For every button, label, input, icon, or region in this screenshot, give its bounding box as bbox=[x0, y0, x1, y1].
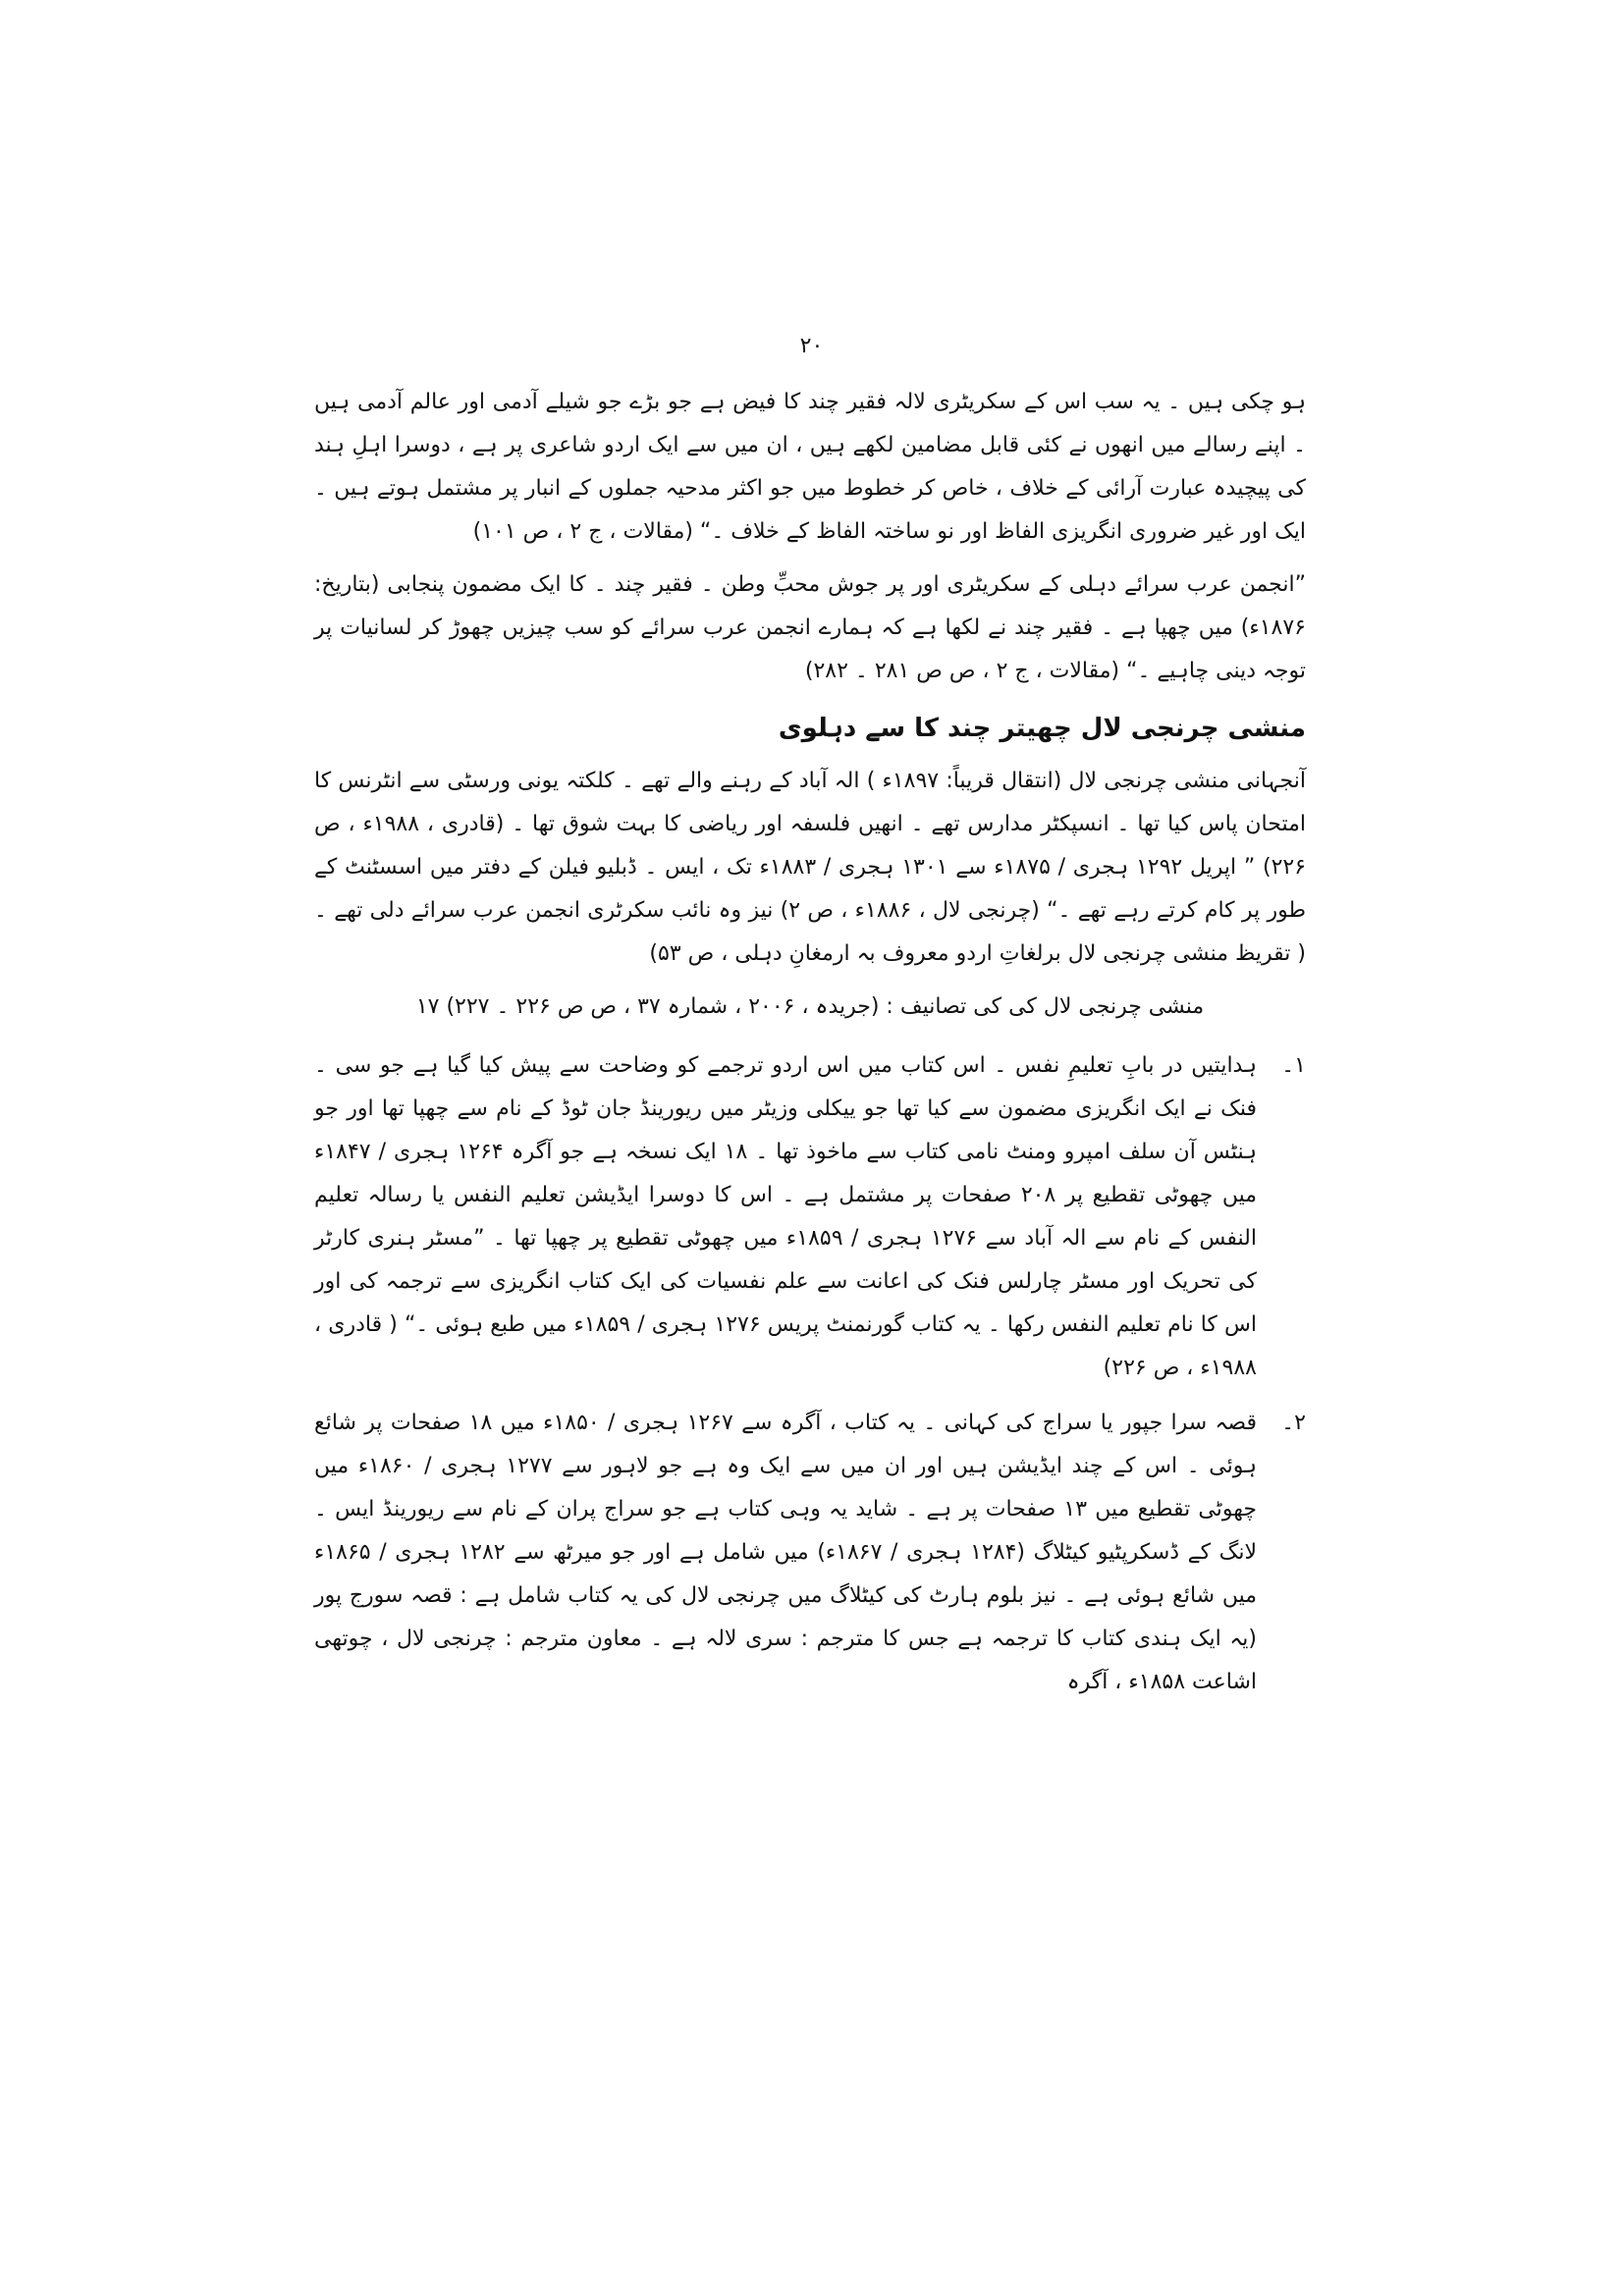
list-item-title: قصہ سرا جپور یا سراج کی کہانی bbox=[944, 1411, 1257, 1435]
list-item bbox=[314, 1402, 1306, 1704]
paragraph-anjuman-quote: ”انجمن عرب سرائے دہلی کے سکریٹری اور پر جوش محبِّ وطن ۔ فقیر چند ۔ کا ایک مضمون پنجابی (بتاریخ: ۱۸۷۶ء) میں چھپا ہے ۔ فقیر چند نے لکھا ہے کہ ہمارے انجمن عرب سرائے کو سب چیزیں چھوڑ کر لسانیات پر توجہ دینی چاہیے ۔“ (مقالات ، ج ۲ ، ص ص ۲۸۱ ۔ ۲۸۲) bbox=[314, 572, 1306, 683]
list-item-body bbox=[314, 1402, 1257, 1704]
list-item-body bbox=[314, 1044, 1257, 1390]
paragraph-quote-continuation: ہو چکی ہیں ۔ یہ سب اس کے سکریٹری لالہ فقیر چند کا فیض ہے جو بڑے جو شیلے آدمی اور عالم آدمی ہیں ۔ اپنے رسالے میں انھوں نے کئی قابل مضامین لکھے ہیں ، ان میں سے ایک اردو شاعری پر ہے ، دوسرا اہلِ ہند کی پیچیدہ عبارت آرائی کے خلاف ، خاص کر خطوط میں جو اکثر مدحیہ جملوں کے انبار پر مشتمل ہوتے ہیں ۔ ایک اور غیر ضروری انگریزی الفاظ اور نو ساختہ الفاظ کے خلاف ۔“ (مقالات ، ج ۲ ، ص ۱۰۱) bbox=[314, 390, 1306, 544]
list-item-text: ۔ یہ کتاب ، آگرہ سے ۱۲۶۷ ہجری / ۱۸۵۰ء میں ۱۸ صفحات پر شائع ہوئی ۔ اس کے چند ایڈیشن ہیں اور ان میں سے ایک وہ ہے جو لاہور سے ۱۲۷۷ ہجری / ۱۸۶۰ء میں چھوٹی تقطیع میں ۱۳ صفحات پر ہے ۔ شاید یہ وہی کتاب ہے جو سراج پران کے نام سے ریورینڈ ایس ۔ لانگ کے ڈسکرپٹیو کیٹلاگ (۱۲۸۴ ہجری / ۱۸۶۷ء) میں شامل ہے اور جو میرٹھ سے ۱۲۸۲ ہجری / ۱۸۶۵ء میں شائع ہوئی ہے ۔ نیز بلوم ہارٹ کی کیٹلاگ میں چرنجی لال کی یہ کتاب شامل ہے : قصہ سورج پور (یہ ایک ہندی کتاب کا ترجمہ ہے جس کا مترجم : سری لالہ ہے ۔ معاون مترجم : چرنجی لال ، چوتھی اشاعت ۱۸۵۸ء ، آگرہ bbox=[314, 1411, 1258, 1694]
list-item-number: ۲۔ bbox=[1281, 1411, 1306, 1435]
works-intro-line: منشی چرنجی لال کی کی تصانیف : (جریدہ ، ۲۰۰۶ ، شمارہ ۳۷ ، ص ص ۲۲۶ ۔ ۲۲۷) ۱۷ bbox=[415, 994, 1205, 1019]
list-item-text: ۔ اس کتاب میں اس اردو ترجمے کو وضاحت سے پیش کیا گیا ہے جو سی ۔ فنک نے ایک انگریزی مضمون سے کیا تھا جو ییکلی وزیٹر میں ریورینڈ جان ٹوڈ کے نام سے چھپا تھا اور جو ہنٹس آن سلف امپرو ومنٹ نامی کتاب سے ماخوذ تھا ۔ ۱۸ ایک نسخہ ہے جو آگرہ ۱۲۶۴ ہجری / ۱۸۴۷ء میں چھوٹی تقطیع پر ۲۰۸ صفحات پر مشتمل ہے ۔ اس کا دوسرا ایڈیشن تعلیم النفس یا رسالہ تعلیم النفس کے نام سے الہ آباد سے ۱۲۷۶ ہجری / ۱۸۵۹ء میں چھوٹی تقطیع پر چھپا تھا ۔ ”مسٹر ہنری کارٹر کی تحریک اور مسٹر چارلس فنک کی اعانت سے علم نفسیات کی ایک کتاب انگریزی سے ترجمہ کی اور اس کا نام تعلیم النفس رکھا ۔ یہ کتاب گورنمنٹ پریس ۱۲۷۶ ہجری / ۱۸۵۹ء میں طبع ہوئی ۔“ ( قادری ، ۱۹۸۸ء ، ص ۲۲۶) bbox=[314, 1053, 1258, 1380]
list-item-number: ۱۔ bbox=[1281, 1053, 1306, 1078]
page-number: ۲۰ bbox=[799, 334, 824, 358]
list-item-title: ہدایتیں در بابِ تعلیمِ نفس bbox=[1015, 1053, 1257, 1078]
paragraph-biography: آنجہانی منشی چرنجی لال (انتقال قریباً: ۱۸۹۷ء ) الہ آباد کے رہنے والے تھے ۔ کلکتہ یونی ورسٹی سے انٹرنس کا امتحان پاس کیا تھا ۔ انسپکٹر مدارس تھے ۔ انھیں فلسفہ اور ریاضی کا بہت شوق تھا ۔ (قادری ، ۱۹۸۸ء ، ص ۲۲۶) ” اپریل ۱۲۹۲ ہجری / ۱۸۷۵ء سے ۱۳۰۱ ہجری / ۱۸۸۳ء تک ، ایس ۔ ڈبلیو فیلن کے دفتر میں اسسٹنٹ کے طور پر کام کرتے رہے تھے ۔“ (چرنجی لال ، ۱۸۸۶ء ، ص ۲) نیز وہ نائب سکرٹری انجمن عرب سرائے دلی تھے ۔ ( تقریظ منشی چرنجی لال برلغاتِ اردو معروف بہ ارمغانِ دہلی ، ص ۵۳) bbox=[314, 769, 1307, 966]
list-item bbox=[314, 1044, 1306, 1390]
page-body bbox=[314, 381, 1306, 1716]
section-heading: منشی چرنجی لال چھیتر چند کا سے دہلوی bbox=[778, 714, 1306, 743]
